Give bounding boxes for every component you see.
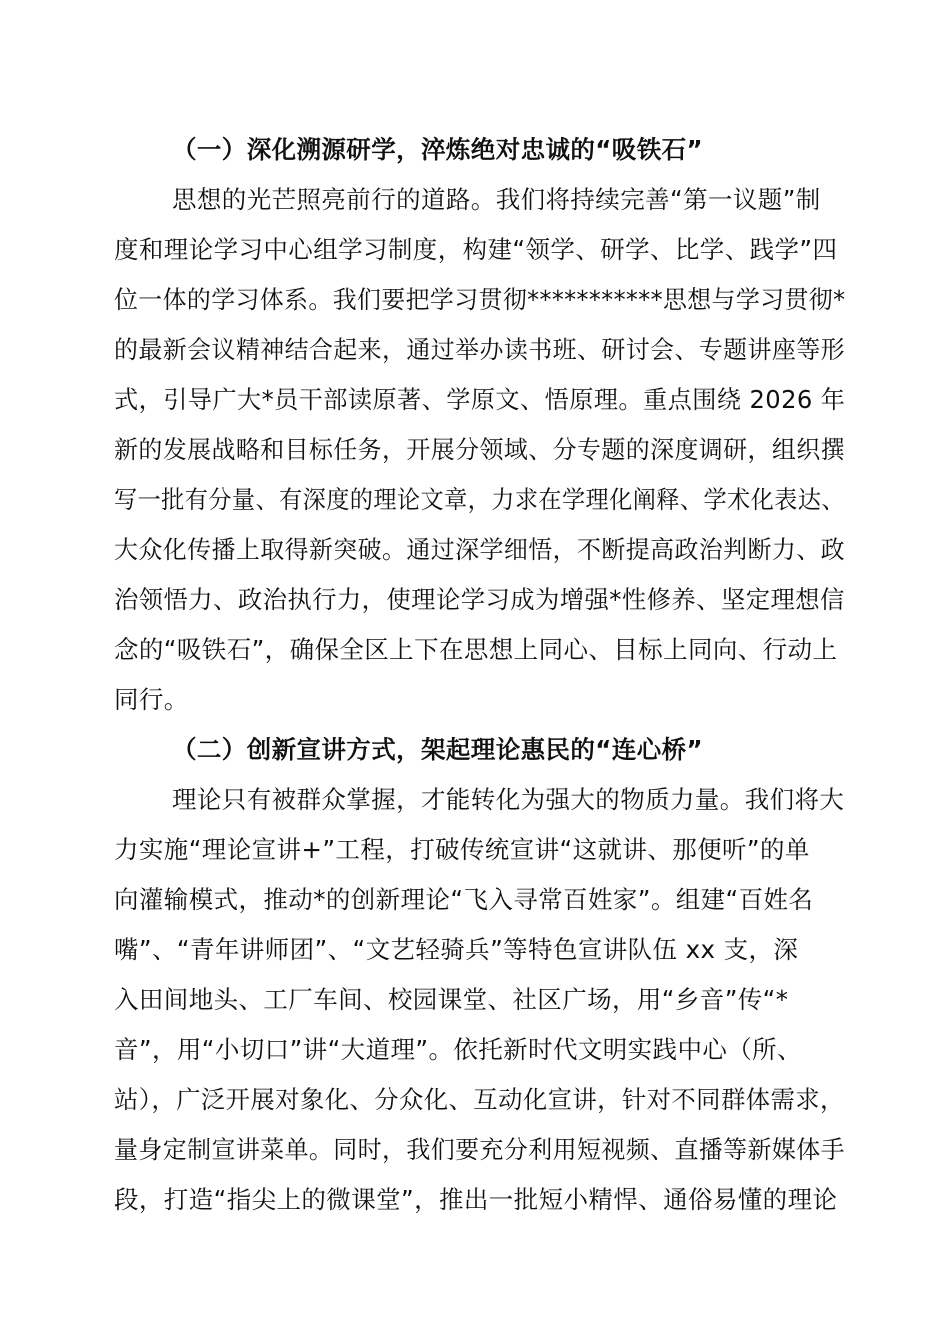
paragraph-line: 嘴”、“青年讲师团”、“文艺轻骑兵”等特色宣讲队伍 xx 支，深 <box>114 935 799 964</box>
section-heading-1: （一）深化溯源研学，淬炼绝对忠诚的“吸铁石” <box>172 135 704 164</box>
paragraph-line: 式，引导广大*员干部读原著、学原文、悟原理。重点围绕 2026 年 <box>114 385 846 414</box>
paragraph-line: 大众化传播上取得新突破。通过深学细悟，不断提高政治判断力、政 <box>114 535 846 564</box>
paragraph-line: 治领悟力、政治执行力，使理论学习成为增强*性修养、坚定理想信 <box>114 585 845 614</box>
paragraph-line: 写一批有分量、有深度的理论文章，力求在学理化阐释、学术化表达、 <box>114 485 845 514</box>
paragraph-line: 量身定制宣讲菜单。同时，我们要充分利用短视频、直播等新媒体手 <box>114 1135 846 1164</box>
paragraph-line: 新的发展战略和目标任务，开展分领域、分专题的深度调研，组织撰 <box>114 435 846 464</box>
paragraph-line: 入田间地头、工厂车间、校园课堂、社区广场，用“乡音”传“* <box>114 985 789 1014</box>
paragraph-line: 的最新会议精神结合起来，通过举办读书班、研讨会、专题讲座等形 <box>114 335 846 364</box>
section-heading-2: （二）创新宣讲方式，架起理论惠民的“连心桥” <box>172 735 704 764</box>
paragraph-line: 位一体的学习体系。我们要把学习贯彻***********思想与学习贯彻* <box>114 285 846 314</box>
paragraph-line: 同行。 <box>114 685 189 714</box>
paragraph-line: 段，打造“指尖上的微课堂”，推出一批短小精悍、通俗易懂的理论 <box>114 1185 838 1214</box>
paragraph-line: 站），广泛开展对象化、分众化、互动化宣讲，针对不同群体需求， <box>114 1085 845 1114</box>
paragraph-line: 力实施“理论宣讲+”工程，打破传统宣讲“这就讲、那便听”的单 <box>114 835 810 864</box>
paragraph-line: 度和理论学习中心组学习制度，构建“领学、研学、比学、践学”四 <box>114 235 838 264</box>
paragraph-line: 理论只有被群众掌握，才能转化为强大的物质力量。我们将大 <box>172 785 845 814</box>
paragraph-line: 音”，用“小切口”讲“大道理”。依托新时代文明实践中心（所、 <box>114 1035 802 1064</box>
paragraph-line: 念的“吸铁石”，确保全区上下在思想上同心、目标上同向、行动上 <box>114 635 838 664</box>
paragraph-line: 思想的光芒照亮前行的道路。我们将持续完善“第一议题”制 <box>172 185 821 214</box>
paragraph-line: 向灌输模式，推动*的创新理论“飞入寻常百姓家”。组建“百姓名 <box>114 885 814 914</box>
